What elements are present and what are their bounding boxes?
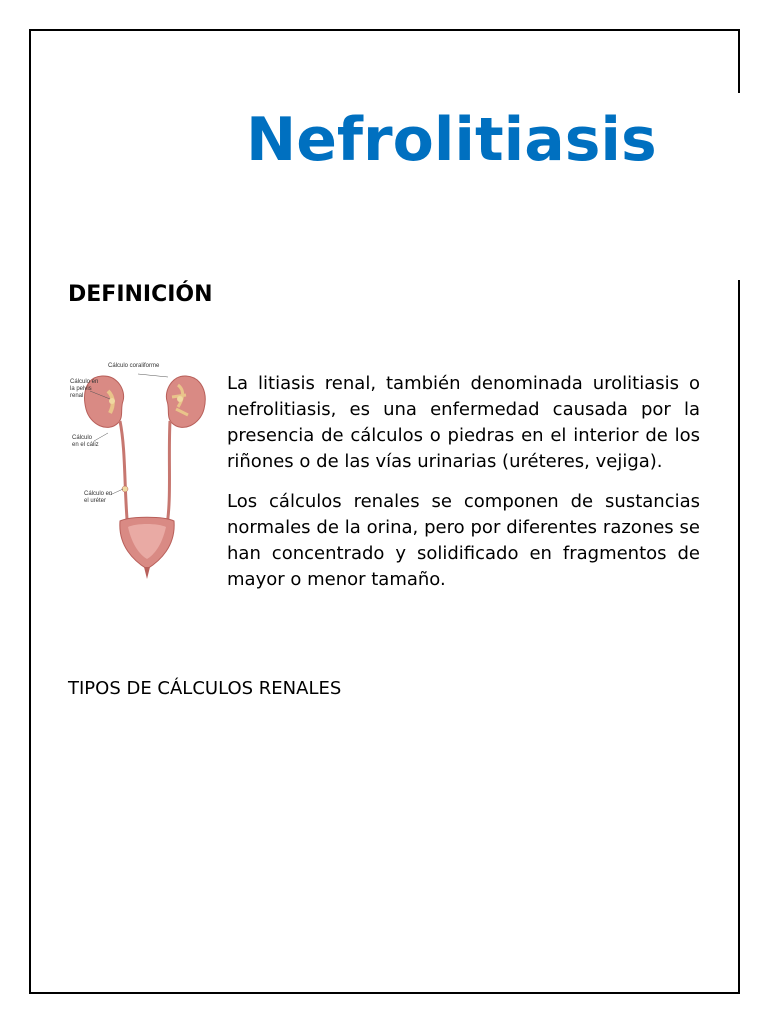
page-border-right-upper xyxy=(738,29,740,93)
section-heading-definicion: DEFINICIÓN xyxy=(68,282,213,307)
label-calculo-coraliforme: Cálculo coraliforme xyxy=(108,363,160,369)
label-pelvis-2: la pelvis xyxy=(70,386,92,392)
definition-content xyxy=(68,363,700,607)
paragraph-definition: La litiasis renal, también denominada urolitiasis o nefrolitiasis, es una enfermedad causada por la presencia de cálculos o piedras en el interior de los riñones o de las vías urinarias (uréteres, vejiga). xyxy=(227,373,700,472)
label-caliz-2: en el cáliz xyxy=(72,442,99,448)
urinary-tract-illustration xyxy=(68,363,218,583)
label-caliz-1: Cálculo xyxy=(72,435,93,441)
label-pelvis-1: Cálculo en xyxy=(70,379,99,385)
page-border-top xyxy=(29,29,740,31)
label-ureter-2: el uréter xyxy=(84,498,107,504)
page-border-right-lower xyxy=(738,280,740,994)
page-title: Nefrolitiasis xyxy=(246,105,657,175)
section-heading-tipos: TIPOS DE CÁLCULOS RENALES xyxy=(68,678,342,699)
urinary-tract-diagram xyxy=(68,371,218,583)
paragraph-composition: Los cálculos renales se componen de sustancias normales de la orina, pero por diferentes razones se han concentrado y solidificado en fragmentos de mayor o menor tamaño. xyxy=(227,491,700,590)
page-border-bottom xyxy=(29,992,740,994)
page-border-left xyxy=(29,29,31,994)
label-pelvis-3: renal xyxy=(70,393,84,399)
label-ureter-1: Cálculo en xyxy=(84,491,113,497)
